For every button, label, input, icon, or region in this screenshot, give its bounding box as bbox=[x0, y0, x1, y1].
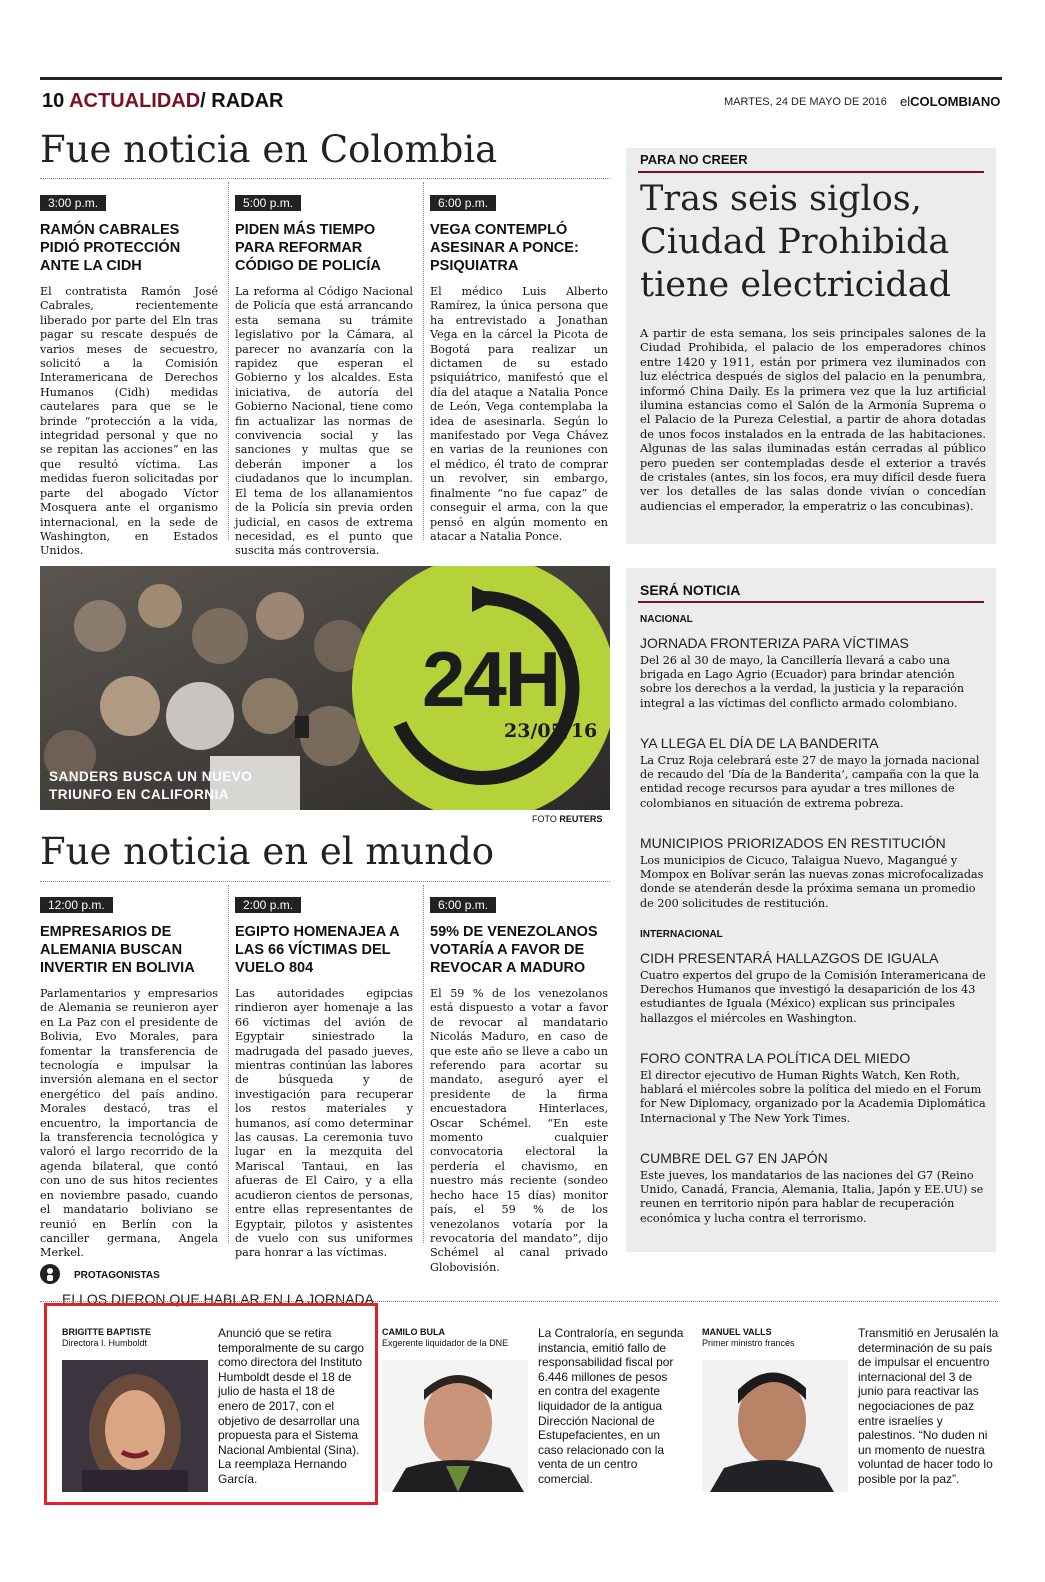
person-name: CAMILO BULA bbox=[382, 1327, 445, 1337]
sanders-photo bbox=[40, 566, 610, 810]
column-divider bbox=[423, 182, 424, 540]
para-no-creer-body: A partir de esta semana, los seis principales salones de la Ciudad Prohibida, el palacio de los emperadores chinos entre 1420 y 1911, están por primera vez iluminados con luz eléctrica después de siglos del palacio en la penumbra, informó China Daily. Es la primera vez que la luz artificial ilumina estancias como el Salón de la Armonía Suprema o el Palacio de la Pureza Celestial, a partir de ahora dotadas de unos focos instalados en la entrada de las habitaciones. Algunas de las salas iluminadas están cerradas al público pero pueden ser contempladas desde el exterior a través de cristales (antes, sin los focos, era muy difícil desde fuera ver los detalles de las salas donde vivían o concedían audiencias el emperador, la emperatriz o las concubinas). bbox=[640, 326, 986, 513]
photo-credit: FOTO REUTERS bbox=[532, 814, 603, 824]
item-body: El director ejecutivo de Human Rights Watch, Ken Roth, hablará el miércoles sobre la política del miedo en el Forum for New Diplomacy, organizado por la Academia Diplomática Internacional y The New York Times. bbox=[640, 1069, 986, 1125]
item-body: Los municipios de Cicuco, Talaigua Nuevo, Magangué y Mompox en Bolívar serán las nuevas zonas microfocalizadas donde se atenderán desde la próxima semana un promedio de 200 solicitudes de restitución. bbox=[640, 854, 984, 910]
mundo-section-title: Fue noticia en el mundo bbox=[40, 830, 495, 873]
item-headline: JORNADA FRONTERIZA PARA VÍCTIMAS bbox=[640, 635, 909, 651]
nacional-item-3 bbox=[640, 835, 986, 911]
colombia-article-1 bbox=[40, 192, 218, 559]
para-no-creer-label: PARA NO CREER bbox=[640, 152, 748, 167]
portrait-illustration bbox=[382, 1360, 528, 1492]
person-role: Primer ministro francés bbox=[702, 1338, 795, 1348]
mundo-article-1 bbox=[40, 894, 218, 1261]
internacional-item-2 bbox=[640, 1050, 986, 1126]
article-headline: RAMÓN CABRALES PIDIÓ PROTECCIÓN ANTE LA CIDH bbox=[40, 222, 181, 274]
column-divider bbox=[423, 885, 424, 1243]
item-body: La Cruz Roja celebrará este 27 de mayo la jornada nacional de recaudo del ‘Día de la Banderita’, campaña con la que la entidad recoge recursos para ayudar a tres millones de colombianos en situación de extrema pobreza. bbox=[640, 754, 980, 810]
sera-noticia-label: SERÁ NOTICIA bbox=[640, 582, 741, 598]
subsection-name: / RADAR bbox=[200, 90, 284, 112]
portrait-camilo-bula bbox=[382, 1360, 528, 1492]
divider bbox=[40, 881, 610, 882]
column-divider bbox=[228, 182, 229, 540]
badge-date: 23/05/16 bbox=[504, 720, 598, 742]
article-body: El contratista Ramón José Cabrales, recientemente liberado por parte del Eln tras pagar su rescate después de varios meses de secuestro, solicitó a la Comisión Interamericana de Derechos Humanos (Cidh) medidas cautelares para que se le brinde “protección a la vida, integridad personal y que no se repitan las acciones” en las que resultó víctima. Las medidas fueron solicitadas por parte del abogado Víctor Mosquera ante el organismo internacional, en la sede de Washington, en Estados Unidos. bbox=[40, 285, 218, 558]
person-name: BRIGITTE BAPTISTE bbox=[62, 1327, 152, 1337]
badge-label: 24H bbox=[422, 635, 560, 723]
article-headline: 59% DE VENEZOLANOS VOTARÍA A FAVOR DE REVOCAR A MADURO bbox=[430, 924, 598, 976]
person-text: Transmitió en Jerusalén la determinación de su país de impulsar el encuentro internacional del 3 de junio para reactivar las negociaciones de paz entre israelíes y palestinos. “No duden ni un momento de nuestra voluntad de hacer todo lo posible por la paz”. bbox=[858, 1326, 999, 1486]
page-number: 10 bbox=[42, 90, 65, 112]
portrait-manuel-valls bbox=[702, 1360, 848, 1492]
column-divider bbox=[228, 885, 229, 1243]
person-text: Anunció que se retira temporalmente de su cargo como directora del Instituto Humboldt desde el 18 de julio de hasta el 18 de enero de 2017, con el objetivo de desarrollar una propuesta para el Sistema Nacional Ambiental (Sina). La reemplaza Hernando García. bbox=[218, 1326, 365, 1486]
portrait-illustration bbox=[702, 1360, 848, 1492]
article-body: La reforma al Código Nacional de Policía que está arrancando esta semana su trámite legislativo por la Cámara, al parecer no avanzaría con la rapidez que esperan el Gobierno y los alcaldes. Esta iniciativa, de autoría del Gobierno Nacional, tiene como fin actualizar las normas de convivencia social y las sanciones y multas que se deberán imponer a los ciudadanos que lo incumplan. El tema de los allanamientos de la Policía sin previa orden judicial, en casos de extrema necesidad, es el punto que suscita más controversia. bbox=[235, 285, 413, 558]
time-tag: 12:00 p.m. bbox=[40, 897, 113, 913]
article-headline: EGIPTO HOMENAJEA A LAS 66 VÍCTIMAS DEL VUELO 804 bbox=[235, 924, 400, 976]
issue-date: MARTES, 24 DE MAYO DE 2016 bbox=[724, 96, 887, 108]
item-headline: FORO CONTRA LA POLÍTICA DEL MIEDO bbox=[640, 1050, 911, 1066]
article-headline: VEGA CONTEMPLÓ ASESINAR A PONCE: PSIQUIATRA bbox=[430, 222, 579, 274]
article-body: El 59 % de los venezolanos está dispuesto a votar a favor de revocar al mandatario Nicolás Maduro, en caso de que este año se lleve a cabo un referendo para acortar su mandato, aseguró ayer el presidente de la firma encuestadora Hinterlaces, Oscar Schémel. “En este momento cualquier convocatoria electoral la perdería el chavismo, en nuestro más reciente (sondeo hecho hace 15 días) monitor país, el 59 % de los venezolanos votaría por la revocatoria del mandato”, dijo Schémel al canal privado Globovisión. bbox=[430, 987, 608, 1274]
article-headline: EMPRESARIOS DE ALEMANIA BUSCAN INVERTIR EN BOLIVIA bbox=[40, 924, 195, 976]
person-text: La Contraloría, en segunda instancia, emitió fallo de responsabilidad fiscal por 6.446 millones de pesos en contra del exagente liquidador de la antigua Dirección Nacional de Estupefacientes, en un caso relacionado con la venta de un centro comercial. bbox=[538, 1326, 684, 1486]
nacional-item-1 bbox=[640, 635, 986, 711]
article-body: Parlamentarios y empresarios de Alemania se reunieron ayer en La Paz con el presidente de Bolivia, Evo Morales, para fomentar la transferencia de tecnología e impulsar la inversión alemana en el sector energético del país andino. Morales destacó, tras el encuentro, la importancia de la transferencia tecnológica y valoró el largo recorrido de la agenda bilateral, que contó con uno de sus hitos recientes en noviembre pasado, cuando el mandatario boliviano se reunió en Berlín con la canciller germana, Angela Merkel. bbox=[40, 987, 218, 1260]
photo-caption: SANDERS BUSCA UN NUEVO TRIUNFO EN CALIFORNIA bbox=[49, 769, 253, 802]
time-tag: 3:00 p.m. bbox=[40, 195, 106, 211]
portrait-illustration bbox=[62, 1360, 208, 1492]
item-headline: CUMBRE DEL G7 EN JAPÓN bbox=[640, 1150, 828, 1166]
person-name: MANUEL VALLS bbox=[702, 1327, 772, 1337]
article-headline: PIDEN MÁS TIEMPO PARA REFORMAR CÓDIGO DE POLICÍA bbox=[235, 222, 381, 274]
item-body: Cuatro expertos del grupo de la Comisión Interamericana de Derechos Humanos que investigó la desaparición de los 43 estudiantes de Iguala (México) explican sus principales hallazgos el miércoles en Washington. bbox=[640, 969, 986, 1025]
protagonistas-subtitle: ELLOS DIERON QUE HABLAR EN LA JORNADA bbox=[62, 1291, 374, 1307]
time-tag: 2:00 p.m. bbox=[235, 897, 301, 913]
portrait-brigitte-baptiste bbox=[62, 1360, 208, 1492]
accent-rule bbox=[638, 171, 984, 173]
nacional-label: NACIONAL bbox=[640, 614, 693, 625]
mundo-article-3 bbox=[430, 894, 608, 1275]
colombia-article-3 bbox=[430, 192, 608, 544]
colombia-section-title: Fue noticia en Colombia bbox=[40, 128, 498, 171]
internacional-item-3 bbox=[640, 1150, 986, 1226]
nacional-item-2 bbox=[640, 735, 986, 811]
divider bbox=[40, 178, 610, 179]
para-no-creer-title: Tras seis siglos, Ciudad Prohibida tiene electricidad bbox=[640, 179, 952, 305]
time-tag: 6:00 p.m. bbox=[430, 195, 496, 211]
person-role: Exgerente liquidador de la DNE bbox=[382, 1338, 509, 1348]
item-headline: MUNICIPIOS PRIORIZADOS EN RESTITUCIÓN bbox=[640, 835, 946, 851]
section-name: ACTUALIDAD bbox=[69, 90, 201, 112]
top-rule bbox=[40, 77, 1002, 80]
brand-logo: elCOLOMBIANO bbox=[900, 94, 1001, 109]
item-body: Este jueves, los mandatarios de las naciones del G7 (Reino Unido, Canadá, Francia, Alemania, Italia, Japón y EE.UU) se reunen en territorio nipón para hablar de recuperación económica y lucha contra el terrorismo. bbox=[640, 1169, 984, 1225]
item-headline: CIDH PRESENTARÁ HALLAZGOS DE IGUALA bbox=[640, 950, 939, 966]
protagonistas-label: PROTAGONISTAS bbox=[74, 1270, 160, 1281]
internacional-item-1 bbox=[640, 950, 986, 1026]
mundo-article-2 bbox=[235, 894, 413, 1261]
article-body: Las autoridades egipcias rindieron ayer homenaje a las 66 víctimas del avión de Egyptair siniestrado la madrugada del pasado jueves, mientras continúan las labores de búsqueda y de investigación para recuperar los restos materiales y humanos, así como determinar las causas. La ceremonia tuvo lugar en la mezquita del Mariscal Tantaui, en las afueras de El Cairo, y a ella acudieron cientos de personas, entre ellas representantes de Egyptair, pilotos y asistentes de vuelo con sus uniformes para honrar a las víctimas. bbox=[235, 987, 413, 1260]
item-headline: YA LLEGA EL DÍA DE LA BANDERITA bbox=[640, 735, 879, 751]
time-tag: 6:00 p.m. bbox=[430, 897, 496, 913]
person-role: Directora I. Humboldt bbox=[62, 1338, 148, 1348]
time-tag: 5:00 p.m. bbox=[235, 195, 301, 211]
accent-rule bbox=[638, 601, 984, 603]
colombia-article-2 bbox=[235, 192, 413, 559]
article-body: El médico Luis Alberto Ramírez, la única persona que ha entrevistado a Jonathan Vega en la cárcel la Picota de Bogotá para realizar un dictamen de su estado psiquiátrico, manifestó que el día del ataque a Natalia Ponce de León, Vega contemplaba la idea de asesinarla. Según lo manifestado por Vega Chávez en varias de la reuniones con el médico, él trato de comprar un revolver, sin embargo, finalmente “no fue capaz” de conseguir el arma, con la que pensó en algún momento en atacar a Natalia Ponce. bbox=[430, 285, 608, 543]
page-header bbox=[42, 90, 284, 113]
person-icon bbox=[40, 1264, 60, 1284]
item-body: Del 26 al 30 de mayo, la Cancillería llevará a cabo una brigada en Lago Agrio (Ecuador) para brindar atención sobre los derechos a la verdad, la justicia y la reparación integral a las víctimas del conflicto armado colombiano. bbox=[640, 654, 965, 710]
badge-24h bbox=[352, 566, 610, 810]
divider bbox=[40, 1301, 998, 1302]
internacional-label: INTERNACIONAL bbox=[640, 929, 723, 940]
